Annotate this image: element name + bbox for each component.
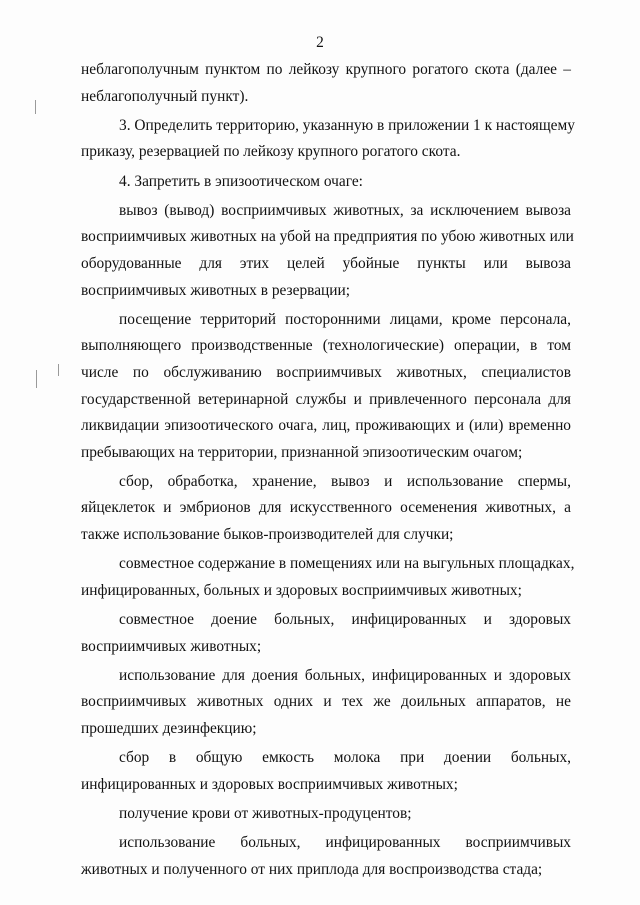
text-line: также использование быков-производителей для случки;	[81, 526, 454, 544]
text-line: совместное содержание в помещениях или на выгульных площадках,	[119, 555, 575, 573]
document-body	[81, 57, 575, 883]
text-line: использование для доения больных, инфицированных и здоровых	[119, 666, 571, 684]
text-line: 4. Запретить в эпизоотическом очаге:	[119, 172, 363, 190]
text-line: государственной ветеринарной службы и привлеченного персонала для	[81, 390, 571, 408]
text-line: совместное доение больных, инфицированных и здоровых	[119, 611, 571, 629]
text-line: восприимчивых животных в резервации;	[81, 281, 351, 299]
text-line: неблагополучный пункт).	[81, 87, 249, 105]
text-line: оборудованные для этих целей убойные пункты или вывоза	[81, 254, 571, 272]
text-line: яйцеклеток и эмбрионов для искусственного осеменения животных, а	[81, 499, 571, 517]
text-line: инфицированных и здоровых восприимчивых животных;	[81, 775, 458, 793]
text-line: восприимчивых животных;	[81, 637, 262, 655]
text-line: инфицированных, больных и здоровых восприимчивых животных;	[81, 581, 522, 599]
text-line: получение крови от животных-продуцентов;	[119, 804, 412, 822]
text-line: сбор, обработка, хранение, вывоз и использование спермы,	[119, 472, 571, 490]
text-line: восприимчивых животных одних и тех же доильных аппаратов, не	[81, 693, 571, 711]
text-line: животных и полученного от них приплода для воспроизводства стада;	[81, 860, 543, 878]
text-line: вывоз (вывод) восприимчивых животных, за исключением вывоза	[119, 201, 571, 219]
scan-speck	[36, 370, 37, 388]
text-line: прошедших дезинфекцию;	[81, 720, 257, 737]
text-line: восприимчивых животных на убой на предприятия по убою животных или	[81, 228, 574, 246]
text-line: использование больных, инфицированных восприимчивых	[119, 834, 571, 852]
text-line: неблагополучным пунктом по лейкозу крупного рогатого скота (далее –	[81, 61, 571, 78]
text-line: ликвидации эпизоотического очага, лиц, проживающих и (или) временно	[81, 417, 571, 435]
text-line: посещение территорий посторонними лицами, кроме персонала,	[119, 310, 571, 328]
text-line: 3. Определить территорию, указанную в приложении 1 к настоящему	[119, 116, 575, 134]
scan-speck	[58, 364, 59, 376]
scan-speck	[35, 100, 36, 114]
text-line: числе по обслуживанию восприимчивых животных, специалистов	[81, 363, 571, 381]
text-line: пребывающих на территории, признанной эпизоотическим очагом;	[81, 443, 523, 461]
text-line: выполняющего производственные (технологические) операции, в том	[81, 337, 571, 355]
text-line: приказу, резервацией по лейкозу крупного рогатого скота.	[81, 143, 461, 161]
text-line: сбор в общую емкость молока при доении больных,	[119, 749, 571, 767]
page-number: 2	[316, 34, 324, 51]
